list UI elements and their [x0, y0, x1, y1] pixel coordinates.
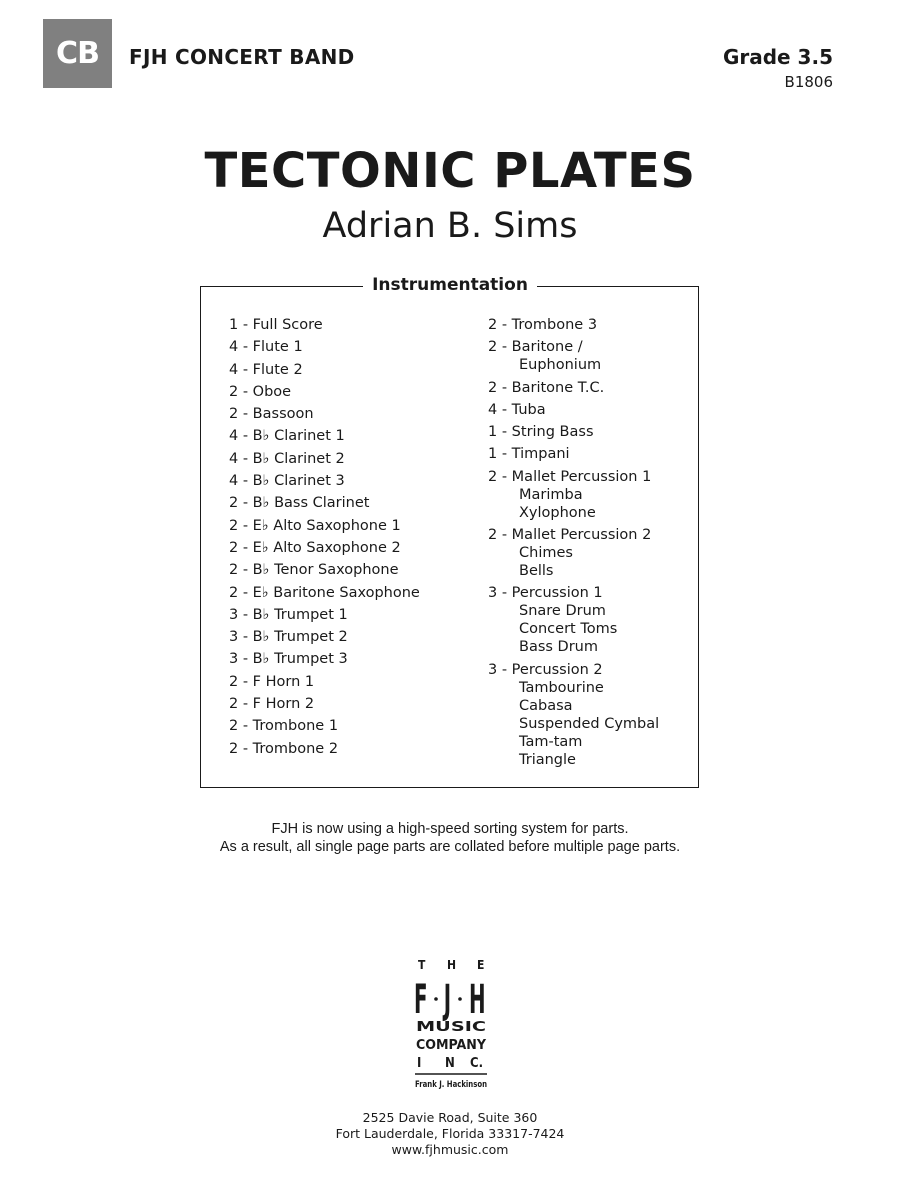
instrument-entry: 2 - E♭ Alto Saxophone 1 [229, 517, 401, 534]
instrument-sub-item: Marimba [519, 486, 583, 503]
instrument-entry: 4 - B♭ Clarinet 1 [229, 428, 345, 445]
instrument-entry: 2 - Bassoon [229, 406, 314, 423]
instrument-label: 2 - Baritone / [488, 339, 583, 356]
instrument-sub-item: Concert Toms [519, 621, 618, 638]
instrument-entry: 3 - B♭ Trumpet 3 [229, 651, 348, 668]
composer-name: Adrian B. Sims [322, 206, 578, 246]
instrument-sub-item: Bass Drum [519, 639, 598, 656]
logo-the-t: T [418, 958, 426, 972]
instrument-sub-item: Triangle [519, 751, 576, 768]
instrument-label: 1 - Timpani [488, 446, 570, 463]
instrument-entry: 2 - F Horn 2 [229, 696, 315, 713]
instrumentation-heading-wrap [0, 275, 900, 295]
instrument-entry [488, 401, 659, 419]
instrument-sub-item: Cabasa [519, 697, 573, 714]
instrument-list-right [488, 316, 659, 773]
instrument-entry [488, 661, 659, 769]
instrument-label: 3 - Percussion 2 [488, 661, 603, 678]
instrument-list-left [229, 316, 420, 762]
instrument-entry: 2 - E♭ Baritone Saxophone [229, 584, 420, 601]
instrument-sub-item: Snare Drum [519, 603, 606, 620]
instrument-label: 1 - String Bass [488, 424, 594, 441]
instrument-sub-item: Tambourine [519, 679, 604, 696]
publisher-address [0, 1110, 900, 1158]
logo-f: F [414, 975, 428, 1023]
instrument-label: 4 - Tuba [488, 401, 546, 418]
instrument-label: 2 - Trombone 3 [488, 317, 598, 333]
logo-the-e: E [477, 958, 485, 972]
logo-inc-i: I [417, 1056, 422, 1071]
instrument-entry: 4 - Flute 1 [229, 339, 303, 356]
address-website: www.fjhmusic.com [391, 1142, 509, 1157]
instrument-entry [488, 316, 659, 334]
instrument-label: 2 - Mallet Percussion 2 [488, 527, 652, 544]
instrument-label: 2 - Baritone T.C. [488, 379, 605, 396]
logo-inc-n: N [445, 1056, 455, 1071]
instrument-entry [488, 468, 659, 522]
instrument-entry: 2 - Trombone 1 [229, 718, 339, 735]
instrument-label: 2 - Mallet Percussion 1 [488, 468, 652, 485]
instrument-entry: 2 - E♭ Alto Saxophone 2 [229, 539, 401, 556]
address-line-1: 2525 Davie Road, Suite 360 [362, 1110, 538, 1125]
instrument-entry: 4 - Flute 2 [229, 361, 303, 378]
grade-level: Grade 3.5 [722, 45, 833, 69]
instrument-entry: 3 - B♭ Trumpet 2 [229, 629, 348, 646]
instrument-entry [488, 584, 659, 656]
instrument-sub-item: Euphonium [519, 357, 602, 374]
instrument-entry: 2 - Trombone 2 [229, 740, 339, 757]
fjh-logo [414, 955, 488, 1095]
instrument-sub-item: Bells [519, 563, 554, 580]
instrument-entry: 2 - B♭ Tenor Saxophone [229, 562, 399, 579]
series-name: FJH CONCERT BAND [129, 45, 355, 69]
instrument-sub-item: Xylophone [519, 504, 596, 521]
instrument-sub-item: Suspended Cymbal [519, 715, 660, 732]
catalog-code: B1806 [784, 73, 833, 91]
instrument-entry: 4 - B♭ Clarinet 2 [229, 450, 345, 467]
logo-j: J [443, 975, 452, 1023]
sorting-note [0, 820, 900, 856]
sorting-note-line-1: FJH is now using a high-speed sorting system for parts. [271, 821, 629, 837]
instrument-entry [488, 338, 659, 374]
instrument-entry: 2 - F Horn 1 [229, 673, 315, 690]
sorting-note-line-2: As a result, all single page parts are collated before multiple page parts. [219, 839, 681, 855]
instrument-entry [488, 423, 659, 441]
instrument-label: 3 - Percussion 1 [488, 585, 603, 602]
logo-founder: Frank J. Hackinson [415, 1080, 487, 1090]
logo-inc-c: C. [470, 1056, 484, 1071]
instrument-entry: 1 - Full Score [229, 317, 323, 333]
instrument-entry [488, 379, 659, 397]
instrument-entry: 2 - Oboe [229, 383, 292, 400]
instrument-entry: 4 - B♭ Clarinet 3 [229, 473, 345, 490]
instrument-entry [488, 526, 659, 580]
instrument-entry [488, 445, 659, 463]
logo-the-h: H [447, 958, 457, 972]
piece-title: TECTONIC PLATES [204, 143, 696, 199]
instrumentation-heading: Instrumentation [363, 275, 537, 295]
instrument-entry: 2 - B♭ Bass Clarinet [229, 495, 370, 512]
cb-badge: CB [43, 19, 112, 88]
instrument-sub-item: Chimes [519, 545, 573, 562]
logo-company: COMPANY [416, 1038, 487, 1053]
instrument-sub-item: Tam-tam [519, 733, 583, 750]
instrument-entry: 3 - B♭ Trumpet 1 [229, 606, 348, 623]
logo-h: H [469, 975, 486, 1023]
logo-music: MUSIC [416, 1020, 486, 1035]
address-line-2: Fort Lauderdale, Florida 33317-7424 [335, 1126, 565, 1141]
